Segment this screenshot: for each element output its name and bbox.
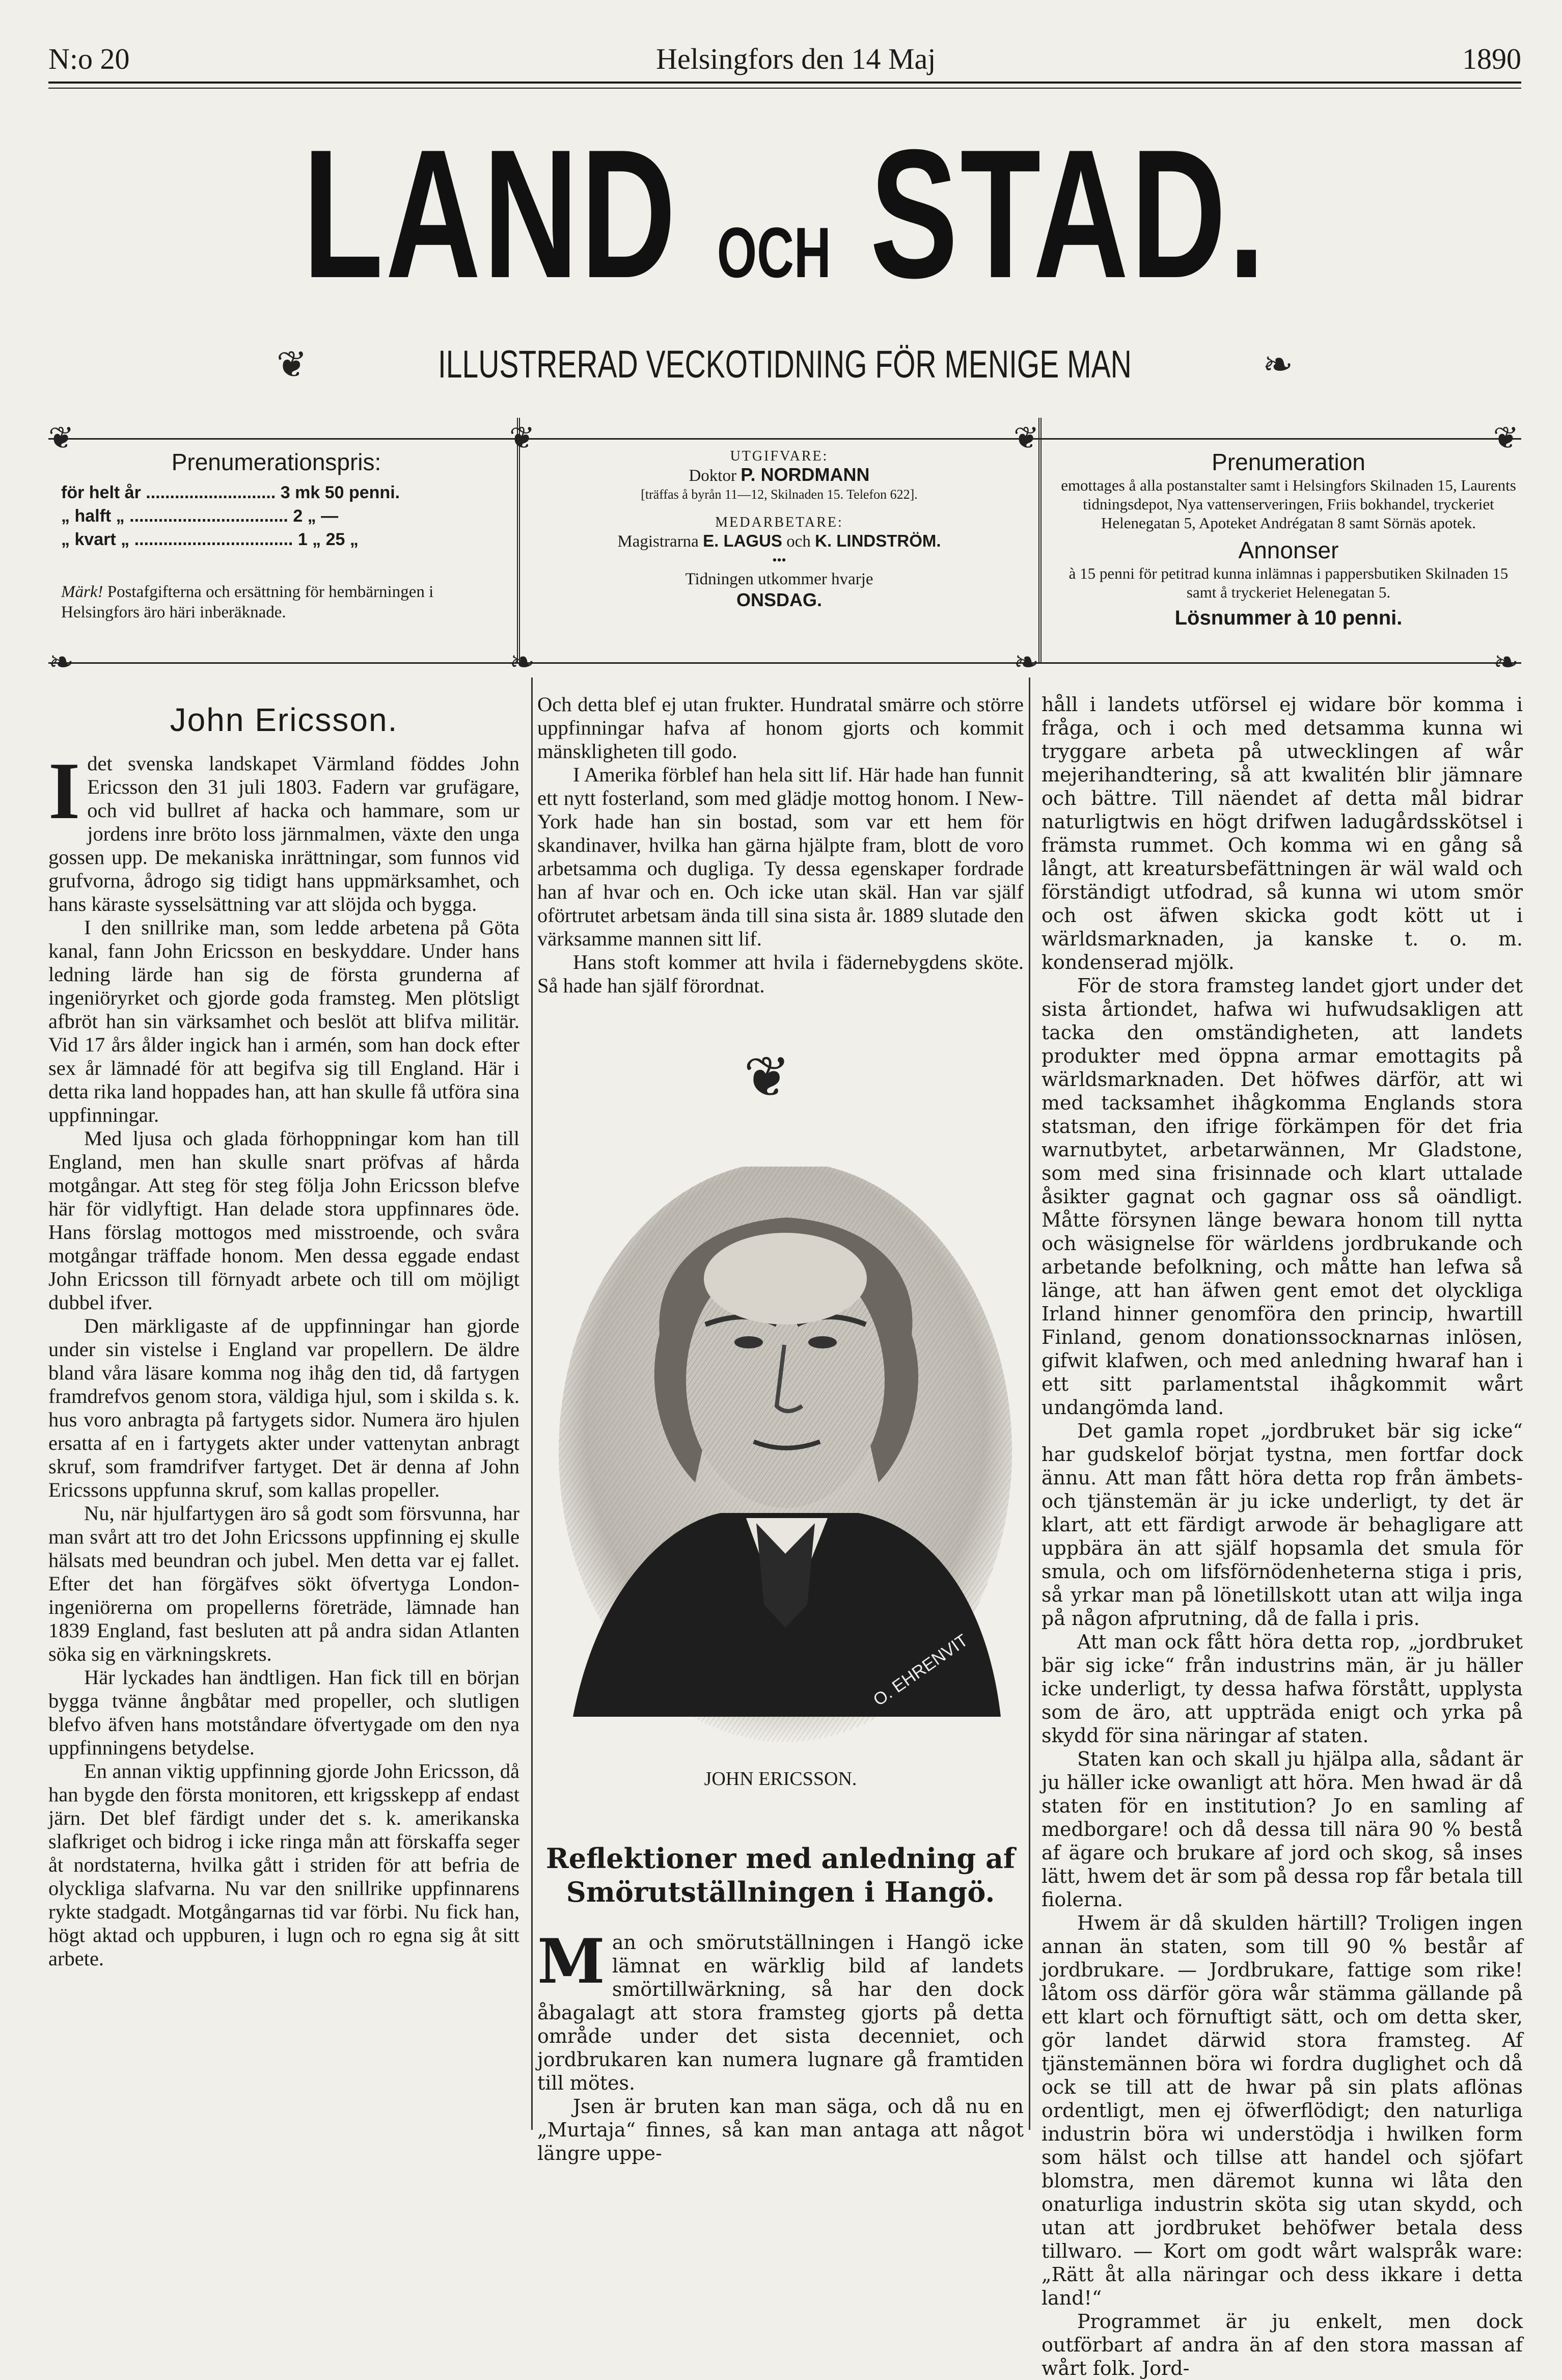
masthead: [48, 112, 1521, 316]
drop-cap: I: [48, 745, 80, 836]
article-paragraph: Man och smörutställningen i Hangö icke lämnat en wärklig bild af landets smörtillwärkning, så har den dock åbagalagt att stora framsteg gjorts på detta område under det sista decenniet, och jordbrukaren kan numera lugnare gå framtiden till mötes.: [537, 1926, 1024, 2094]
article-paragraph: Med ljusa och glada förhoppningar kom han till England, men han skulle snart pröfvas af hårda motgångar. Att steg för steg följa John Ericsson blefve här för vidlyftigt. Han delade stora uppfinnares öde. Hans förslag mottogos med misstroende, och svåra motgångar träffade honom. Men dessa eggade endast John Ericsson till förnyadt arbete och till om möjligt dubbel ifver.: [48, 1127, 519, 1314]
article-paragraph: Jsen är bruten kan man säga, och då nu en „Murtaja“ finnes, så kan man antaga att något längre uppe-: [537, 2095, 1024, 2165]
price-row: „ kvart „ ................................. 1 „ 25 „: [61, 530, 359, 549]
ornament-corner-icon: ❧: [1493, 645, 1519, 679]
publication-day: ONSDAG.: [736, 589, 822, 610]
article-paragraph: Och detta blef ej utan frukter. Hundratal smärre och större uppfinningar hafva af honom gjorts och kommit mänskligheten till godo.: [537, 693, 1024, 763]
ornament-corner-icon: ❦: [1013, 421, 1039, 455]
publisher-info: [träffas å byrån 11—12, Skilnaden 15. Telefon 622].: [641, 487, 918, 502]
article-paragraph: I den snillrike man, som ledde arbetena på Göta kanal, fann John Ericsson en beskyddare. Under hans ledning lärde han sig de första grunderna af ingeniöryrket och gjorde goda framsteg. Men plötsligt afbröt han sin värksamhet och beslöt att blifva militär. Vid 17 års ålder ingick han i armén, som han dock efter sex år lämnadé för att begifva sig till England. Här i detta rika land hoppades han, att han skulle få utföra sina uppfinningar.: [48, 916, 519, 1126]
schedule-text: Tidningen utkommer hvarje: [685, 570, 873, 588]
masthead-subtitle-bar: [48, 339, 1521, 390]
column-rule: [1029, 678, 1030, 2130]
article-paragraph: Här lyckades han ändtligen. Han fick till en början bygga tvänne ångbåtar med propeller, och slutligen blefvo äfven hans motståndare öfvertygade om den nya uppfinningens betydelse.: [48, 1666, 519, 1759]
article-john-ericsson: [48, 693, 525, 2130]
subscription-info-box: [1049, 418, 1523, 662]
article-paragraph: Idet svenska landskapet Värmland föddes John Ericsson den 31 juli 1803. Fadern var grufägare, och vid bullret af hacka och hammare, som ur jordens inre bröto loss järnmalmen, växte den unga gossen upp. De mekaniska inrättningar, som funnos vid grufvorna, ådrogo sig tidigt hans uppmärksamhet, och hans käraste sysselsättning var att slöjda och bygga.: [48, 745, 519, 915]
subscription-info-heading: Prenumeration: [1212, 449, 1365, 475]
vignette-ornament-icon: ❦: [744, 1046, 791, 1108]
fleuron-left-icon: ❦: [276, 344, 308, 385]
article-paragraph: Staten kan och skall ju hjälpa alla, sådant är ju häller icke owanligt att höra. Men hwad är då staten för en institution? Jo en samling af medborgare! och då dessa till nära 90 % bestå af ägare och brukare af jord och skog, så inses lätt, hwem det är som på dessa rop får betala till fiolerna.: [1042, 1748, 1523, 1911]
price-row: för helt år ........................... 3 mk 50 penni.: [61, 483, 400, 502]
subscription-heading: Prenumerationspris:: [171, 449, 381, 475]
dateline-bar: [48, 41, 1521, 76]
article2-start: [537, 1926, 1024, 2165]
ornament-corner-icon: ❧: [48, 645, 74, 679]
article-paragraph: håll i landets utförsel ej widare bör komma i fråga, och i och med detsamma kunna wi tryggare arbeta på utwecklingen af wår mejerihandtering, så att kwalitén blir jämnare och bättre. Till näendet af detta mål bidrar naturligtwis en högt drifwen ladugårdsskötsel i främsta rummet. Och komma wi en gång så långt, att kreatursbefättningen är wäl wald och förständigt utfodrad, så kunna wi utom smör och ost äfwen skicka godt kött ut i wärldsmarknaden, ja kanske t. o. m. kondenserad mjölk.: [1042, 693, 1523, 973]
fleuron-right-icon: ❧: [1262, 344, 1294, 385]
masthead-title: [303, 112, 1267, 349]
publisher-label: UTGIFVARE:: [730, 448, 829, 464]
top-rule: [48, 82, 1521, 84]
ornament-corner-icon: ❧: [1013, 645, 1039, 679]
staff-label: MEDARBETARE:: [715, 515, 843, 530]
ornament-corner-icon: ❦: [1493, 421, 1519, 455]
article2-title: Reflektioner med anledning af Smörutställningen i Hangö.: [545, 1842, 1016, 1908]
price-row: „ halft „ ................................. 2 „ —: [61, 506, 339, 526]
portrait-caption: JOHN ERICSSON.: [704, 1768, 857, 1790]
article-paragraph: Den märkligaste af de uppfinningar han gjorde under sin vistelse i England var propellern. De äldre bland våra läsare komma nog ihåg den tid, då fartygen framdrefvos genom stora, väldiga hjul, som i skilda s. k. hus voro anbragta på fartygets sidor. Numera äro hjulen ersatta af en i fartygets akter under vattenytan anbragt skruf, som framdrifver fartyget. Det är denna af John Ericssons uppfunna skruf, som kallas propeller.: [48, 1314, 519, 1501]
ads-heading: Annonser: [1238, 537, 1339, 563]
article-title: John Ericsson.: [170, 701, 398, 738]
masthead-subtitle: ILLUSTRERAD VECKOTIDNING FÖR MENIGE MAN: [438, 342, 1132, 386]
masthead-land: LAND: [303, 112, 678, 316]
subscription-note: Märk! Postafgifterna och ersättning för hembärningen i Helsingfors äro häri inberäknade.: [61, 583, 434, 621]
article2-continued: [1034, 693, 1523, 2379]
article-paragraph: Det gamla ropet „jordbruket bär sig icke“ har gudskelof börjat tystna, men fortfar dock ännu. Att man fått höra detta rop från ämbets- och tjänstemän är ju icke underligt, ty det är klart, att ett färdigt arwode är behagligare att uppbära än att själf hopsamla det smula för smula, och om lifsförnödenheterna stiga i pris, så yrkar man på lönetillskott utan att wilja inga på någon afprutning, då de falla i pris.: [1042, 1420, 1523, 1630]
article-paragraph: Nu, när hjulfartygen äro så godt som försvunna, har man svårt att tro det John Ericssons uppfinning ej skulle hälsats med beundran och jubel. Men detta var ej fallet. Efter det han förgäfves sökt öfvertyga London-ingeniörerna om propellerns företräde, lämnade han 1839 England, fast besluten att på andra sidan Atlanten söka sig en värkningskrets.: [48, 1502, 519, 1665]
article-paragraph: I Amerika förblef han hela sitt lif. Här hade han funnit ett nytt fosterland, som med glädje mottog honom. I New-York hade han sin bostad, som var ett hem för skandinaver, hvilka han gärna hjälpte fram, blott de voro arbetsamma och dugliga. Ty dessa egenskaper fordrade han af hvar och en. Och icke utan skäl. Han var själf oförtrutet arbetsam ända till sina sista år. 1889 slutade den värksamme mannen sitt lif.: [537, 763, 1024, 950]
ads-text: à 15 penni för petitrad kunna inlämnas i pappersbutiken Skilnaden 15 samt å tryckeriet Helenegatan 5.: [1068, 564, 1509, 601]
article-paragraph: En annan viktig uppfinning gjorde John Ericsson, då han bygde den första monitoren, ett krigsskepp af endast järn. Det blef färdigt under det s. k. amerikanska slafkriget och bidrog i icke ringa mån att förskaffa seger åt nordstaterna, hvilka gått i striden för att befria de olyckliga slafvarna. Nu var den snillrike uppfinnarens rykte stadgadt. Motgångarnas tid var förbi. Nu fick han, högt aktad och uppburen, i lugn och ro egna sig åt sitt arbete.: [48, 1760, 519, 1970]
ornament-corner-icon: ❦: [509, 421, 535, 455]
article-paragraph: Hwem är då skulden härtill? Troligen ingen annan än staten, som till 90 % består af jordbrukare. — Jordbrukare, fattige som rike! låtom oss därför göra wår stämma gällande på ett klart och förnuftigt sätt, och om detta sker, gör landet därwid stora framsteg. Af tjänstemännen böra wi fordra duglighet och då ock se till att de hwar på sin plats aflönas ordentligt, men ej öfwerflödigt; den naturliga industrin böra wi understödja i hwilken form som hälst och tillse att handel och sjöfart blomstra, men däremot kunna wi låta den onaturliga industrin sköta sig utan skydd, och utan att jordbruket behöfwer betala dess tillwaro. — Kort om godt wårt walspråk ware: „Rätt åt alla näringar och dess ikkare i detta land!“: [1042, 1912, 1523, 2309]
top-rule-thin: [48, 88, 1521, 89]
article-john-ericsson-continued: [537, 693, 1024, 1019]
year: 1890: [1462, 42, 1521, 75]
article-paragraph: För de stora framsteg landet gjort under det sista årtiondet, hafwa wi hufwudsakligen att tacka den omständigheten, att landets produkter med öppna armar emottagits på wärldsmarknaden. Det höfwes därför, att wi med tacksamhet ihågkomma Englands stora statsman, den ifrige förkämpen för det fria warnutbytet, arbetarwännen, Mr Gladstone, som med sina frisinnade och klart uttalade åsikter gagnat och gagnar oss så oändligt. Måtte försynen länge bewara honom till nytta och wäsignelse för wärldens jordbrukande och arbetande befolkning, och måtte han lefwa så länge, att han äfwen gent emot det olyckliga Irland hinner genomföra den princip, hwartill Finland, genom donationssocknarnas inlösen, gifwit klafwen, och med anledning hwaraf han i ett sitt parlamentstal ihågkommit wårt undangömda land.: [1042, 975, 1523, 1419]
subscription-info-text: emottages å alla postanstalter samt i Helsingfors Skilnaden 15, Laurents tidningsdepot, Nya vattenserveringen, Friis bokhandel, tryckeriet Helenegatan 5, Apoteket Andrégatan 8 samt Sörnäs apotek.: [1061, 476, 1516, 532]
masthead-stad: STAD.: [869, 112, 1267, 316]
publisher-line: Doktor P. NORDMANN: [689, 464, 870, 485]
dateline: Helsingfors den 14 Maj: [656, 42, 936, 75]
staff-line: Magistrarna E. LAGUS och K. LINDSTRÖM.: [617, 531, 941, 551]
subscription-price-box: [48, 418, 502, 662]
john-ericsson-portrait: [553, 1167, 1019, 1763]
editors-box: [517, 418, 1042, 662]
bullet-divider: •••: [772, 553, 786, 567]
ornament-corner-icon: ❧: [509, 645, 535, 679]
article-paragraph: Hans stoft kommer att hvila i fädernebygdens sköte. Så hade han själf förordnat.: [537, 951, 1024, 997]
article-paragraph: Programmet är ju enkelt, men dock outförbart af andra än af den stora massan af wårt folk. Jord-: [1042, 2310, 1523, 2379]
engraver-signature: O. EHRENVIT: [869, 1630, 972, 1710]
ornament-corner-icon: ❦: [48, 421, 74, 455]
info-frame-bottom: [48, 662, 1521, 664]
article-paragraph: Att man ock fått höra detta rop, „jordbruket bär sig icke“ från industrins män, är ju häller icke underligt, ty dessa hafwa förstått, upplysta som de äro, att uppträda enigt och yrka på skydd för sina näringar af staten.: [1042, 1631, 1523, 1747]
column-rule: [531, 678, 533, 2130]
issue-number: N:o 20: [48, 42, 130, 75]
masthead-och: OCH: [717, 212, 831, 292]
drop-cap: M: [537, 1926, 605, 1997]
single-issue-price: Lösnummer à 10 penni.: [1174, 607, 1403, 629]
